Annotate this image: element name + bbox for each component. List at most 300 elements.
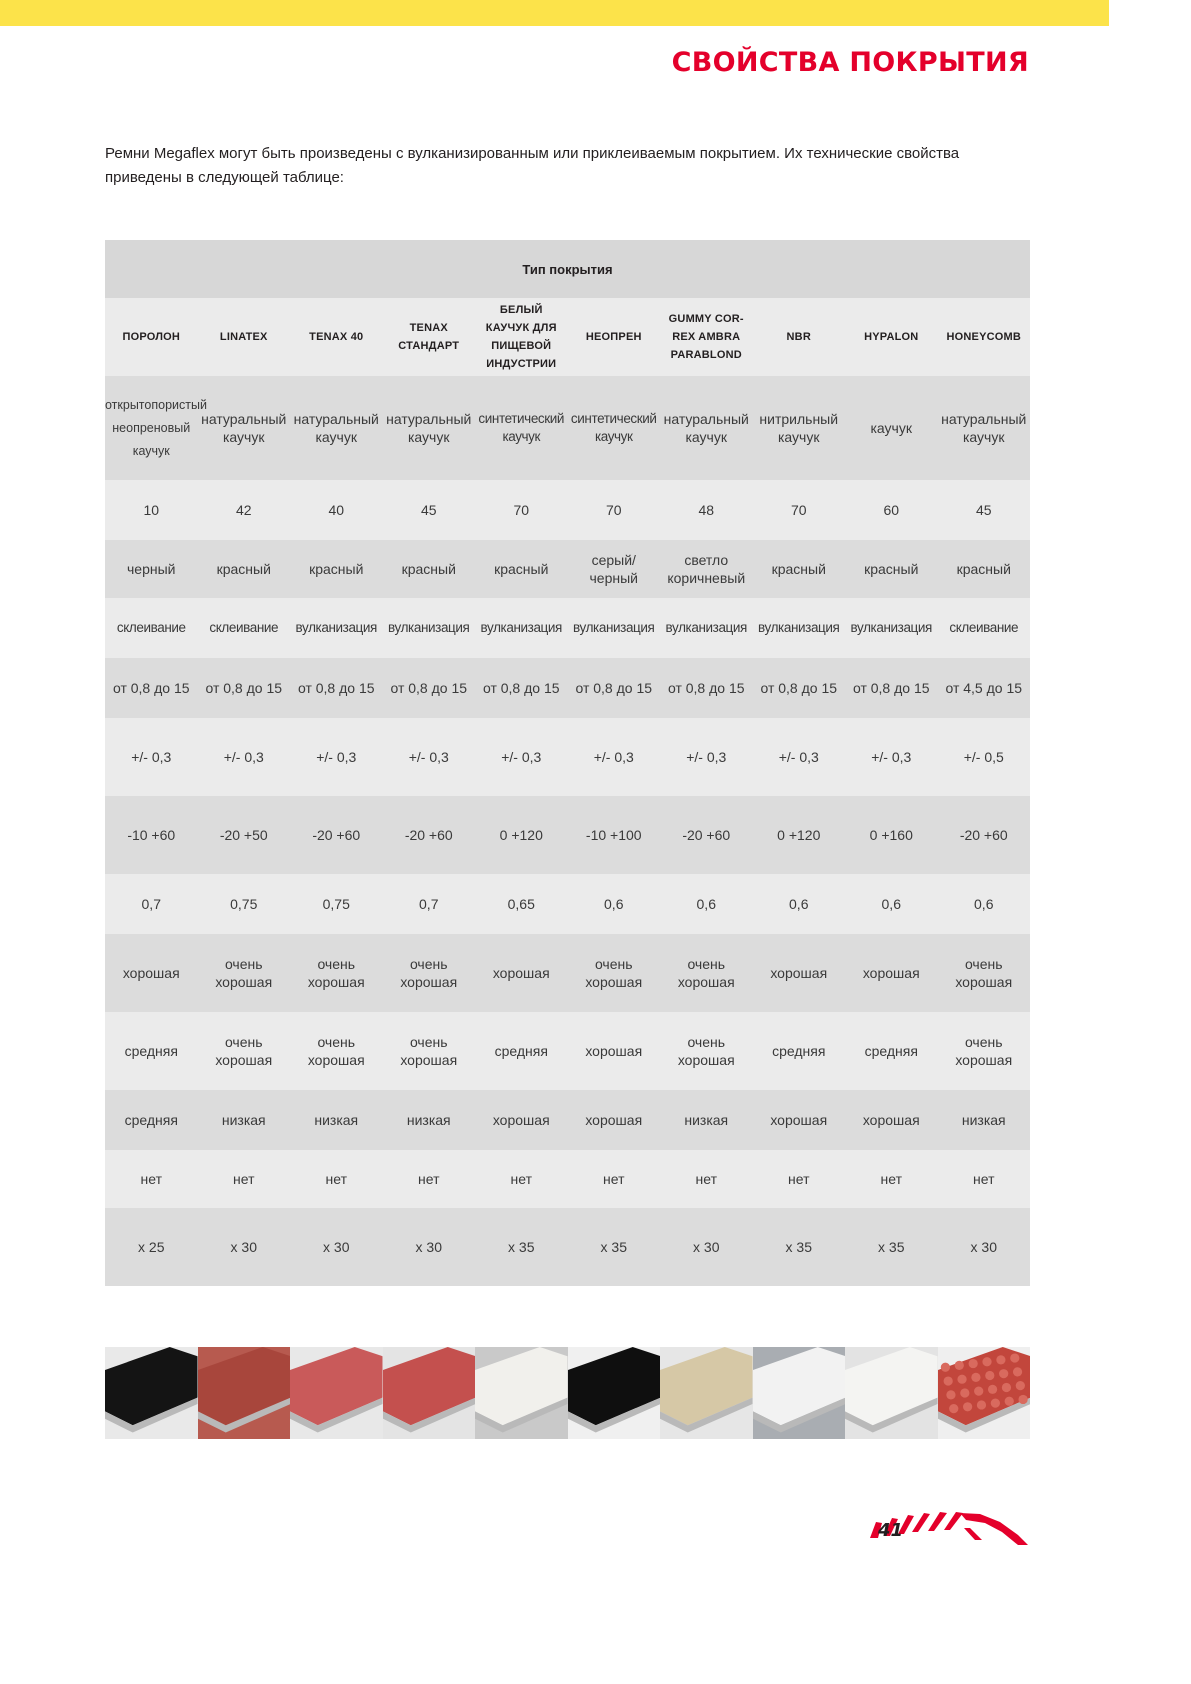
cell-line: синтетический [570, 411, 657, 426]
cell-line: -20 +60 [404, 827, 453, 843]
cell-line: НЕОПРЕН [585, 331, 642, 343]
table-cell [290, 1150, 383, 1208]
cell-line: от 0,8 до 15 [297, 680, 375, 696]
table-cell [198, 1090, 291, 1150]
table-cell [198, 874, 291, 934]
table-cell [475, 1150, 568, 1208]
table-cell [105, 1208, 198, 1286]
cell-line: хорошая [770, 965, 828, 981]
table-cell [938, 718, 1031, 796]
cell-line: красный [494, 561, 549, 577]
column-header [105, 298, 198, 376]
cell-line: черный [589, 570, 638, 586]
cell-line: хорошая [862, 1112, 920, 1128]
cell-line: очень [964, 1034, 1003, 1050]
cell-line: x 30 [323, 1239, 350, 1255]
table-cell [475, 934, 568, 1012]
table-cell [753, 376, 846, 480]
table-cell [845, 874, 938, 934]
cell-line: склеивание [116, 620, 186, 635]
table-cell [753, 1090, 846, 1150]
table-cell [845, 1090, 938, 1150]
table-cell [845, 480, 938, 540]
table-caption: Тип покрытия [105, 240, 1030, 298]
cell-line: 40 [328, 502, 345, 518]
cell-line: -20 +50 [219, 827, 268, 843]
cell-line: низкая [961, 1112, 1006, 1128]
cell-line: -20 +60 [959, 827, 1008, 843]
table-row [105, 934, 1030, 1012]
table-cell [845, 540, 938, 598]
cell-line: x 30 [415, 1239, 442, 1255]
table-cell [845, 934, 938, 1012]
table-cell [938, 874, 1031, 934]
table-cell [845, 1208, 938, 1286]
table-cell [938, 376, 1031, 480]
table-cell [475, 796, 568, 874]
table-cell [290, 1208, 383, 1286]
cell-line: 10 [143, 502, 160, 518]
cell-line: нет [788, 1171, 810, 1187]
cell-line: хорошая [492, 965, 550, 981]
table-cell [290, 874, 383, 934]
cell-line: очень [224, 956, 263, 972]
table-cell [938, 1090, 1031, 1150]
cell-line: каучук [594, 429, 633, 444]
column-header [938, 298, 1031, 376]
cell-line: низкая [406, 1112, 451, 1128]
beige-gummy-sample [660, 1347, 753, 1439]
table-cell [845, 658, 938, 718]
table-row [105, 376, 1030, 480]
table-cell [383, 480, 476, 540]
cell-line: NBR [786, 331, 811, 343]
table-cell [290, 934, 383, 1012]
cell-line: хорошая [955, 1052, 1013, 1068]
black-neoprene-sample [568, 1347, 661, 1439]
cell-line: TENAX 40 [309, 331, 364, 343]
cell-line: от 0,8 до 15 [667, 680, 745, 696]
cell-line: 70 [790, 502, 807, 518]
cell-line: 0 +120 [499, 827, 543, 843]
cell-line: от 4,5 до 15 [945, 680, 1023, 696]
table-cell [290, 376, 383, 480]
cell-line: коричневый [667, 570, 746, 586]
table-cell [568, 796, 661, 874]
cell-line: КАУЧУК ДЛЯ [485, 322, 557, 334]
cell-line: LINATEX [219, 331, 268, 343]
red-tenax-standard-sample [383, 1347, 476, 1439]
page-title: СВОЙСТВА ПОКРЫТИЯ [671, 47, 1029, 78]
cell-line: 42 [235, 502, 252, 518]
cell-line: GUMMY COR- [668, 313, 744, 325]
page-number: 41 [878, 1520, 904, 1541]
cell-line: каучук [685, 429, 727, 445]
column-header [475, 298, 568, 376]
cell-line: HONEYCOMB [946, 331, 1022, 343]
table-cell [105, 796, 198, 874]
table-cell [845, 598, 938, 658]
cell-line: -20 +60 [312, 827, 361, 843]
cell-line: x 35 [600, 1239, 627, 1255]
cell-line: хорошая [400, 1052, 458, 1068]
cell-line: ИНДУСТРИИ [486, 358, 557, 370]
cell-line: красный [956, 561, 1011, 577]
cell-line: очень [409, 1034, 448, 1050]
table-row [105, 874, 1030, 934]
cell-line: нет [418, 1171, 440, 1187]
cell-line: хорошая [122, 965, 180, 981]
cell-line: +/- 0,3 [871, 749, 912, 765]
brand-arc-logo [840, 1500, 1040, 1550]
table-cell [660, 718, 753, 796]
table-cell [938, 598, 1031, 658]
cell-line: очень [317, 956, 356, 972]
cell-line: нет [140, 1171, 162, 1187]
cell-line: +/- 0,5 [963, 749, 1004, 765]
table-cell [383, 1012, 476, 1090]
table-row [105, 1090, 1030, 1150]
column-header [198, 298, 291, 376]
cell-line: хорошая [215, 974, 273, 990]
table-cell [753, 598, 846, 658]
table-cell [568, 1012, 661, 1090]
cell-line: красный [216, 561, 271, 577]
column-header [290, 298, 383, 376]
cell-line: хорошая [770, 1112, 828, 1128]
cell-line: низкая [221, 1112, 266, 1128]
cell-line: +/- 0,3 [593, 749, 634, 765]
cell-line: хорошая [585, 1043, 643, 1059]
cell-line: +/- 0,3 [686, 749, 727, 765]
top-yellow-bar [0, 0, 1109, 26]
table-cell [938, 1208, 1031, 1286]
cell-line: от 0,8 до 15 [852, 680, 930, 696]
cell-line: хорошая [955, 974, 1013, 990]
column-header [568, 298, 661, 376]
cell-line: 0,65 [507, 896, 535, 912]
table-cell [198, 934, 291, 1012]
cell-line: 70 [513, 502, 530, 518]
cell-line: вулканизация [850, 620, 932, 635]
table-cell [568, 540, 661, 598]
cell-line: каучук [132, 443, 170, 458]
table-row [105, 540, 1030, 598]
table-cell [660, 658, 753, 718]
cell-line: красный [309, 561, 364, 577]
table-cell [198, 1012, 291, 1090]
cell-line: каучук [963, 429, 1005, 445]
table-cell [475, 376, 568, 480]
table-cell [568, 658, 661, 718]
red-linatex-sample [198, 1347, 291, 1439]
cell-line: 0,6 [604, 896, 624, 912]
cell-line: натуральный [941, 411, 1027, 427]
table-cell [938, 658, 1031, 718]
table-cell [753, 658, 846, 718]
table-cell [938, 1150, 1031, 1208]
cell-line: очень [317, 1034, 356, 1050]
cell-line: красный [771, 561, 826, 577]
column-header [845, 298, 938, 376]
cell-line: СТАНДАРТ [398, 340, 460, 352]
white-food-rubber-sample [475, 1347, 568, 1439]
cell-line: HYPALON [864, 331, 919, 343]
cell-line: x 35 [785, 1239, 812, 1255]
cell-line: средняя [494, 1043, 548, 1059]
cell-line: вулканизация [480, 620, 562, 635]
table-cell [105, 1090, 198, 1150]
table-cell [105, 480, 198, 540]
cell-line: +/- 0,3 [778, 749, 819, 765]
intro-line-2: приведены в следующей таблице: [105, 169, 344, 186]
cell-line: 0 +120 [777, 827, 821, 843]
table-row [105, 480, 1030, 540]
white-nbr-sample [753, 1347, 846, 1439]
table-cell [383, 1208, 476, 1286]
table-cell [753, 934, 846, 1012]
cell-line: очень [594, 956, 633, 972]
cell-line: каучук [315, 429, 357, 445]
cell-line: каучук [408, 429, 450, 445]
cell-line: натуральный [201, 411, 287, 427]
table-cell [845, 376, 938, 480]
table-cell [568, 718, 661, 796]
cell-line: PARABLOND [670, 349, 742, 361]
table-cell [383, 598, 476, 658]
table-cell [198, 1150, 291, 1208]
cell-line: 0 +160 [869, 827, 913, 843]
coating-properties-table [105, 240, 1030, 1286]
cell-line: склеивание [209, 620, 279, 635]
cell-line: 0,6 [974, 896, 994, 912]
cell-line: ПИЩЕВОЙ [491, 340, 552, 352]
cell-line: x 35 [508, 1239, 535, 1255]
cell-line: +/- 0,3 [223, 749, 264, 765]
table-cell [660, 796, 753, 874]
coating-samples-strip [105, 1347, 1030, 1439]
black-foam-sample [105, 1347, 198, 1439]
cell-line: 0,6 [789, 896, 809, 912]
cell-line: ПОРОЛОН [122, 331, 181, 343]
cell-line: TENAX [409, 322, 448, 334]
cell-line: серый/ [591, 552, 636, 568]
cell-line: натуральный [663, 411, 749, 427]
column-header [660, 298, 753, 376]
table-cell [198, 480, 291, 540]
cell-line: красный [864, 561, 919, 577]
table-cell [475, 598, 568, 658]
cell-line: 48 [698, 502, 715, 518]
cell-line: от 0,8 до 15 [760, 680, 838, 696]
cell-line: 0,75 [322, 896, 350, 912]
cell-line: склеивание [949, 620, 1019, 635]
cell-line: нет [880, 1171, 902, 1187]
table-cell [660, 540, 753, 598]
cell-line: от 0,8 до 15 [575, 680, 653, 696]
cell-line: хорошая [400, 974, 458, 990]
table-cell [105, 658, 198, 718]
cell-line: вулканизация [758, 620, 840, 635]
cell-line: очень [964, 956, 1003, 972]
red-tenax40-sample [290, 1347, 383, 1439]
cell-line: красный [401, 561, 456, 577]
cell-line: -10 +100 [585, 827, 642, 843]
cell-line: хорошая [492, 1112, 550, 1128]
table-cell [383, 1090, 476, 1150]
table-cell [938, 540, 1031, 598]
table-cell [383, 934, 476, 1012]
table-cell [290, 480, 383, 540]
cell-line: вулканизация [295, 620, 377, 635]
cell-line: от 0,8 до 15 [390, 680, 468, 696]
table-cell [198, 1208, 291, 1286]
table-row [105, 1012, 1030, 1090]
cell-line: 70 [605, 502, 622, 518]
cell-line: 0,6 [696, 896, 716, 912]
table-cell [198, 598, 291, 658]
table-row [105, 1208, 1030, 1286]
cell-line: каучук [778, 429, 820, 445]
cell-line: хорошая [215, 1052, 273, 1068]
cell-line: REX AMBRA [672, 331, 741, 343]
table-cell [568, 934, 661, 1012]
table-cell [568, 1090, 661, 1150]
cell-line: натуральный [386, 411, 472, 427]
cell-line: низкая [684, 1112, 729, 1128]
table-cell [383, 718, 476, 796]
table-cell [105, 540, 198, 598]
cell-line: x 30 [230, 1239, 257, 1255]
cell-line: хорошая [585, 974, 643, 990]
cell-line: очень [409, 956, 448, 972]
cell-line: открытопористый [105, 397, 207, 412]
table-cell [568, 1208, 661, 1286]
table-cell [383, 376, 476, 480]
table-cell [105, 874, 198, 934]
cell-line: хорошая [677, 1052, 735, 1068]
table-cell [660, 874, 753, 934]
table-cell [475, 874, 568, 934]
cell-line: нет [603, 1171, 625, 1187]
cell-line: 0,75 [230, 896, 258, 912]
table-cell [753, 718, 846, 796]
table-cell [198, 540, 291, 598]
column-header [383, 298, 476, 376]
cell-line: нет [695, 1171, 717, 1187]
table-cell [660, 1208, 753, 1286]
cell-line: низкая [314, 1112, 359, 1128]
table-cell [660, 480, 753, 540]
cell-line: нет [510, 1171, 532, 1187]
table-cell [290, 718, 383, 796]
cell-line: x 30 [970, 1239, 997, 1255]
table-cell [568, 874, 661, 934]
table-cell [475, 658, 568, 718]
cell-line: -20 +60 [682, 827, 731, 843]
white-hypalon-sample [845, 1347, 938, 1439]
table-cell [660, 1012, 753, 1090]
table-cell [198, 658, 291, 718]
cell-line: хорошая [585, 1112, 643, 1128]
table-cell [660, 934, 753, 1012]
table-cell [845, 1012, 938, 1090]
cell-line: +/- 0,3 [408, 749, 449, 765]
table-cell [568, 376, 661, 480]
table-cell [660, 1090, 753, 1150]
cell-line: хорошая [307, 1052, 365, 1068]
cell-line: нитрильный [759, 411, 839, 427]
cell-line: средняя [864, 1043, 918, 1059]
cell-line: +/- 0,3 [501, 749, 542, 765]
cell-line: вулканизация [665, 620, 747, 635]
table-cell [475, 1090, 568, 1150]
cell-line: вулканизация [388, 620, 470, 635]
table-cell [845, 718, 938, 796]
cell-line: x 30 [693, 1239, 720, 1255]
cell-line: натуральный [293, 411, 379, 427]
table-cell [938, 1012, 1031, 1090]
red-honeycomb-sample [938, 1347, 1031, 1439]
cell-line: -10 +60 [127, 827, 176, 843]
table-cell [105, 598, 198, 658]
table-cell [198, 376, 291, 480]
column-header [753, 298, 846, 376]
table-cell [660, 376, 753, 480]
cell-line: очень [224, 1034, 263, 1050]
table-cell [383, 1150, 476, 1208]
table-cell [753, 1208, 846, 1286]
cell-line: от 0,8 до 15 [205, 680, 283, 696]
cell-line: 0,7 [419, 896, 439, 912]
cell-line: от 0,8 до 15 [112, 680, 190, 696]
cell-line: синтетический [478, 411, 565, 426]
cell-line: каучук [502, 429, 541, 444]
table-cell [660, 598, 753, 658]
cell-line: x 25 [138, 1239, 165, 1255]
table-cell [753, 540, 846, 598]
table-cell [290, 658, 383, 718]
table-cell [753, 1012, 846, 1090]
cell-line: светло [684, 552, 729, 568]
table-cell [198, 796, 291, 874]
table-cell [475, 1208, 568, 1286]
table-cell [290, 598, 383, 658]
table-cell [383, 796, 476, 874]
table-cell [475, 540, 568, 598]
cell-line: нет [233, 1171, 255, 1187]
cell-line: очень [687, 956, 726, 972]
table-cell [198, 718, 291, 796]
cell-line: каучук [870, 420, 912, 436]
table-cell [290, 796, 383, 874]
table-cell [568, 480, 661, 540]
cell-line: хорошая [307, 974, 365, 990]
cell-line: от 0,8 до 15 [482, 680, 560, 696]
table-cell [845, 796, 938, 874]
cell-line: нет [325, 1171, 347, 1187]
cell-line: БЕЛЫЙ [499, 304, 543, 316]
table-row [105, 796, 1030, 874]
table-cell [753, 874, 846, 934]
cell-line: 45 [420, 502, 437, 518]
cell-line: хорошая [862, 965, 920, 981]
cell-line: черный [127, 561, 176, 577]
table-cell [383, 874, 476, 934]
cell-line: средняя [772, 1043, 826, 1059]
table-body [105, 376, 1030, 1286]
cell-line: +/- 0,3 [316, 749, 357, 765]
